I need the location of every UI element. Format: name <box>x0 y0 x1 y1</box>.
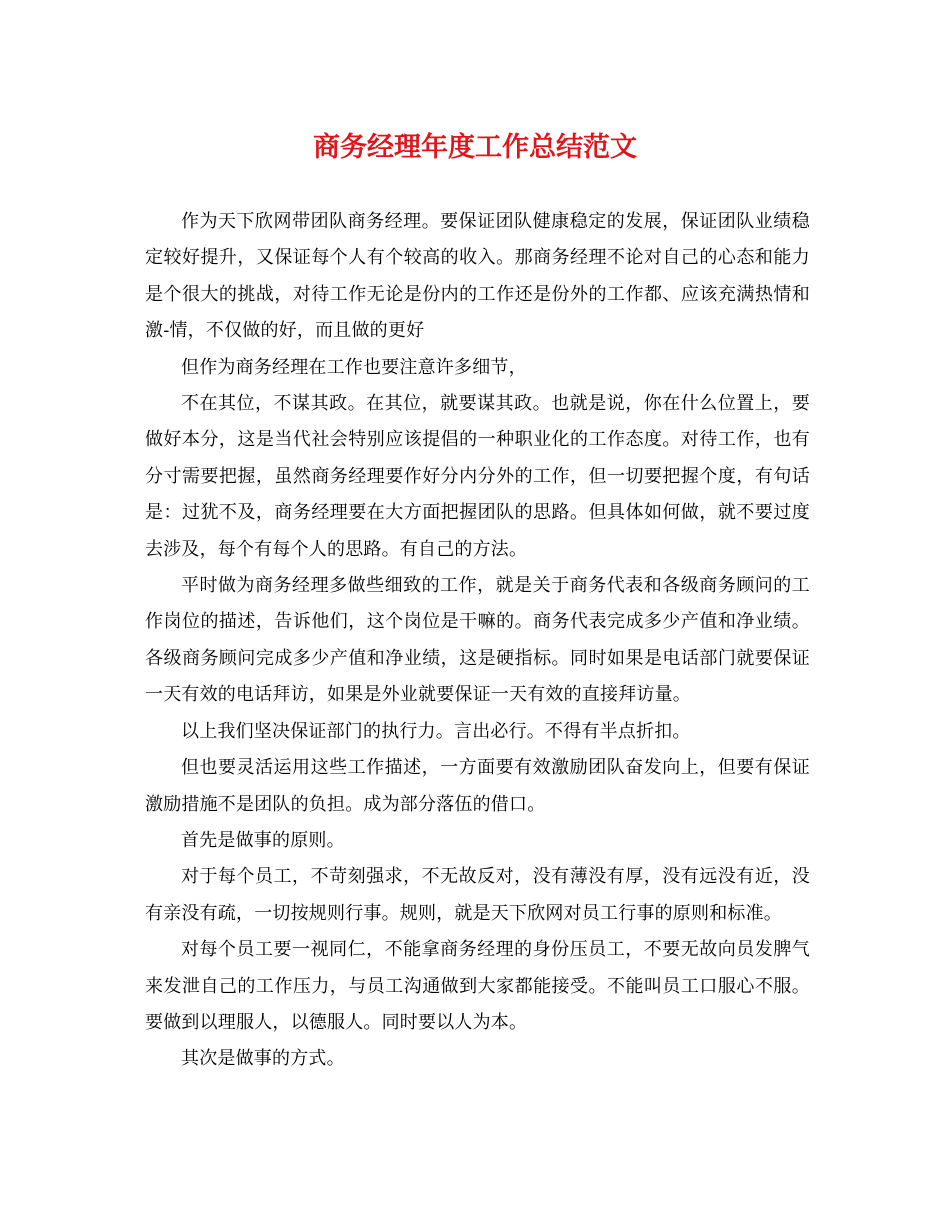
paragraph-8: 对于每个员工，不苛刻强求，不无故反对，没有薄没有厚，没有远没有近，没有亲没有疏，一切按规则行事。规则，就是天下欣网对员工行事的原则和标准。 <box>145 866 810 924</box>
paragraph-5: 以上我们坚决保证部门的执行力。言出必行。不得有半点折扣。 <box>181 720 691 742</box>
paragraph-2: 但作为商务经理在工作也要注意许多细节， <box>181 356 527 378</box>
paragraph-1: 作为天下欣网带团队商务经理。要保证团队健康稳定的发展，保证团队业绩稳定较好提升，又保证每个人有个较高的收入。那商务经理不论对自己的心态和能力是个很大的挑战，对待工作无论是份内的工作还是份外的工作都、应该充满热情和激-情，不仅做的好，而且做的更好 <box>145 211 810 342</box>
document-body <box>145 204 810 1078</box>
page-title: 商务经理年度工作总结范文 <box>313 132 637 163</box>
paragraph-7: 首先是做事的原则。 <box>181 829 345 851</box>
paragraph-10: 其次是做事的方式。 <box>181 1048 345 1070</box>
paragraph-9: 对每个员工要一视同仁，不能拿商务经理的身份压员工，不要无故向员发脾气来发泄自己的工作压力，与员工沟通做到大家都能接受。不能叫员工口服心不服。要做到以理服人，以德服人。同时要以人为本。 <box>145 939 810 1033</box>
paragraph-6: 但也要灵活运用这些工作描述，一方面要有效激励团队奋发向上，但要有保证激励措施不是团队的负担。成为部分落伍的借口。 <box>145 757 810 815</box>
paragraph-3: 不在其位，不谋其政。在其位，就要谋其政。也就是说，你在什么位置上，要做好本分，这是当代社会特别应该提倡的一种职业化的工作态度。对待工作，也有分寸需要把握，虽然商务经理要作好分内分外的工作，但一切要把握个度，有句话是：过犹不及，商务经理要在大方面把握团队的思路。但具体如何做，就不要过度去涉及，每个有每个人的思路。有自己的方法。 <box>145 393 810 560</box>
paragraph-4: 平时做为商务经理多做些细致的工作，就是关于商务代表和各级商务顾问的工作岗位的描述，告诉他们，这个岗位是干嘛的。商务代表完成多少产值和净业绩。各级商务顾问完成多少产值和净业绩，这是硬指标。同时如果是电话部门就要保证一天有效的电话拜访，如果是外业就要保证一天有效的直接拜访量。 <box>145 575 810 706</box>
